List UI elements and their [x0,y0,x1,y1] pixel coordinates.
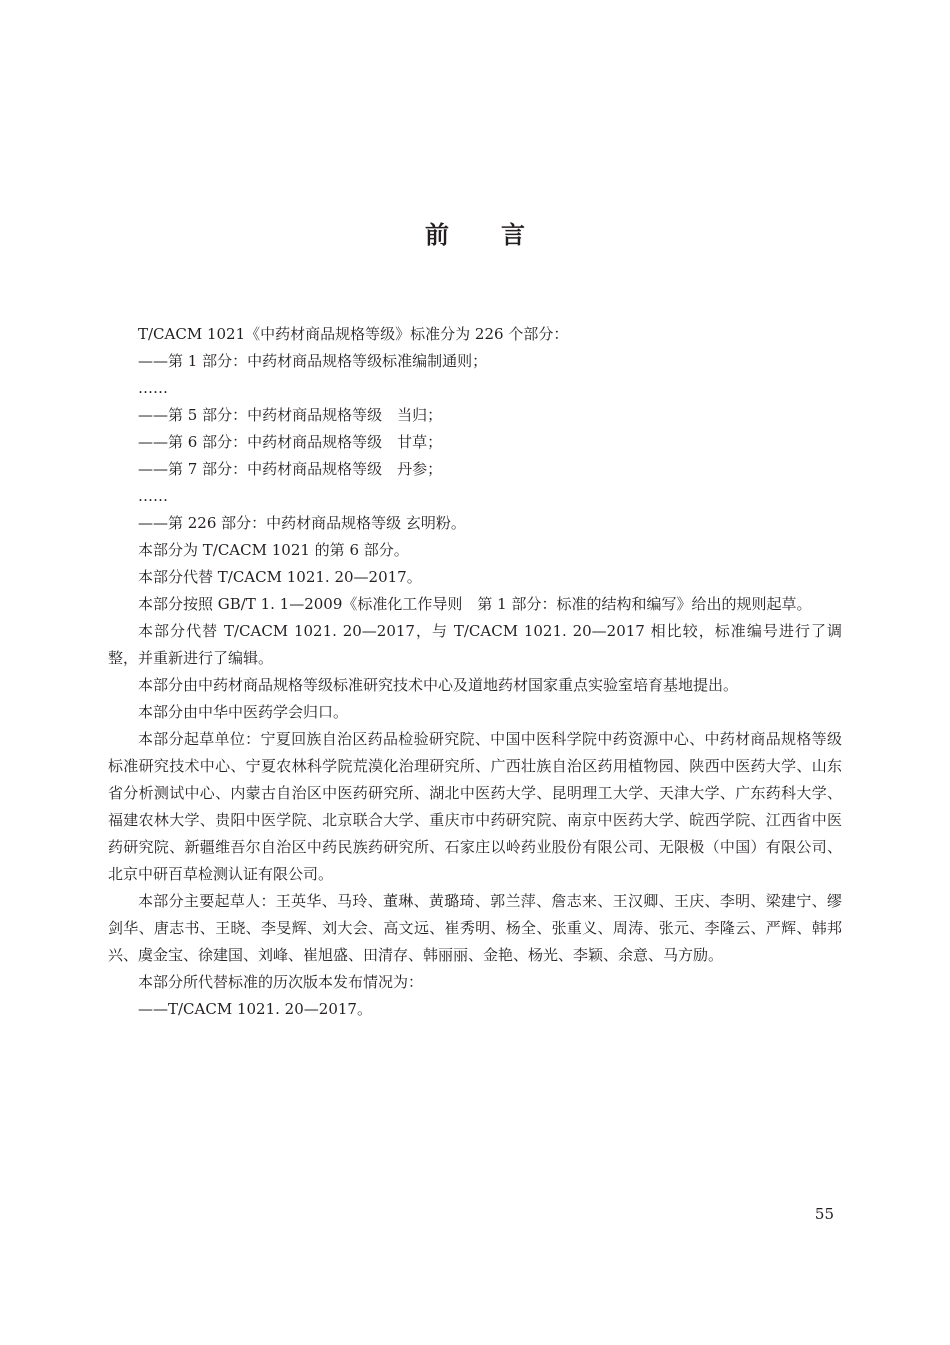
text-line: ——第 5 部分：中药材商品规格等级 当归； [138,406,443,424]
text-line: ——第 6 部分：中药材商品规格等级 甘草； [138,433,443,451]
paragraph: 本部分起草单位：宁夏回族自治区药品检验研究院、中国中医科学院中药资源中心、中药材商品规格等级标准研究技术中心、宁夏农林科学院荒漠化治理研究所、广西壮族自治区药用植物园、陕西中医药大学、山东省分析测试中心、内蒙古自治区中医药研究所、湖北中医药大学、昆明理工大学、天津大学、广东药科大学、福建农林大学、贵阳中医学院、北京联合大学、重庆市中药研究院、南京中医药大学、皖西学院、江西省中医药研究院、新疆维吾尔自治区中药民族药研究所、石家庄以岭药业股份有限公司、无限极（中国）有限公司、北京中研百草检测认证有限公司。 [108,730,842,883]
text-line: 本部分代替 T/CACM 1021. 20—2017。 [138,568,422,586]
title-char-1: 前 [425,221,449,249]
text-line: …… [138,379,168,397]
text-line: …… [138,487,168,505]
paragraph: 本部分主要起草人：王英华、马玲、董琳、黄璐琦、郭兰萍、詹志来、王汉卿、王庆、李明、梁建宁、缪剑华、唐志书、王晓、李旻辉、刘大会、高文远、崔秀明、杨全、张重义、周涛、张元、李隆云、严辉、韩邦兴、虞金宝、徐建国、刘峰、崔旭盛、田清存、韩丽丽、金艳、杨光、李颖、余意、马方励。 [108,892,842,964]
foreword-body [108,321,842,1023]
paragraph: 本部分按照 GB/T 1. 1—2009《标准化工作导则 第 1 部分：标准的结构和编写》给出的规则起草。 [138,595,812,613]
title-char-2: 言 [501,221,525,249]
page-title [0,218,950,252]
paragraph: 本部分由中药材商品规格等级标准研究技术中心及道地药材国家重点实验室培育基地提出。 [138,676,739,694]
text-line: T/CACM 1021《中药材商品规格等级》标准分为 226 个部分： [138,325,569,343]
text-line: ——T/CACM 1021. 20—2017。 [138,1000,372,1018]
text-line: ——第 226 部分：中药材商品规格等级 玄明粉。 [138,514,466,532]
text-line: 本部分为 T/CACM 1021 的第 6 部分。 [138,541,409,559]
page-number: 55 [814,1205,834,1223]
paragraph: 本部分由中华中医药学会归口。 [138,703,349,721]
paragraph: 本部分代替 T/CACM 1021. 20—2017，与 T/CACM 1021. 20—2017 相比较，标准编号进行了调整，并重新进行了编辑。 [108,622,842,667]
text-line: ——第 1 部分：中药材商品规格等级标准编制通则； [138,352,488,370]
paragraph: 本部分所代替标准的历次版本发布情况为： [138,973,424,991]
text-line: ——第 7 部分：中药材商品规格等级 丹参； [138,460,443,478]
